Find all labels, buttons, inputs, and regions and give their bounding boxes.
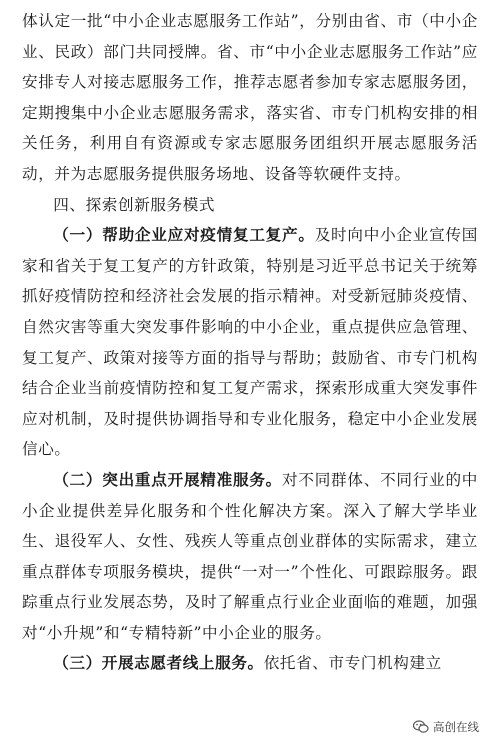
section-heading: 四、探索创新服务模式 xyxy=(53,195,216,214)
paragraph-continued: 体认定一批“中小企业志愿服务工作站”，分别由省、市（中小企业、民政）部门共同授牌。省、市“中小企业志愿服务工作站”应安排专人对接志愿服务工作，推荐志愿者参加专家志愿服务团，定期搜集中小企业志愿服务需求，落实省、市专门机构安排的相关任务，利用自有资源或专家志愿服务团组织开展志愿服务活动，并为志愿服务提供服务场地、设备等软硬件支持。 xyxy=(22,12,478,183)
item-1-lead: （一）帮助企业应对疫情复工复产。 xyxy=(53,225,315,245)
paragraph-item-3 xyxy=(22,648,478,679)
watermark-text: 高创在线 xyxy=(433,720,479,734)
document-body xyxy=(22,6,478,679)
item-2-body: 对不同群体、不同行业的中小企业提供差异化服务和个性化解决方案。深入了解大学毕业生、退役军人、女性、残疾人等重点创业群体的实际需求，建立重点群体专项服务模块，提供“一对一”个性化、可跟踪服务。跟踪重点行业发展态势，及时了解重点行业企业面临的难题，加强对“小升规”和“专精特新”中小企业的服务。 xyxy=(22,470,478,642)
paragraph-item-2 xyxy=(22,465,478,649)
wechat-icon xyxy=(413,720,429,734)
item-1-body: 及时向中小企业宣传国家和省关于复工复产的方针政策，特别是习近平总书记关于统筹抓好疫情防控和经济社会发展的指示精神。对受新冠肺炎疫情、自然灾害等重大突发事件影响的中小企业，重点提供应急管理、复工复产、政策对接等方面的指导与帮助；鼓励省、市专门机构结合企业当前疫情防控和复工复产需求，探索形成重大突发事件应对机制，及时提供协调指导和专业化服务，稳定中小企业发展信心。 xyxy=(22,226,478,459)
item-3-body: 依托省、市专门机构建立 xyxy=(263,654,442,673)
item-2-lead: （二）突出重点开展精准服务。 xyxy=(53,469,283,489)
item-3-lead: （三）开展志愿者线上服务。 xyxy=(53,653,264,673)
paragraph-item-1 xyxy=(22,220,478,465)
watermark xyxy=(409,717,483,737)
